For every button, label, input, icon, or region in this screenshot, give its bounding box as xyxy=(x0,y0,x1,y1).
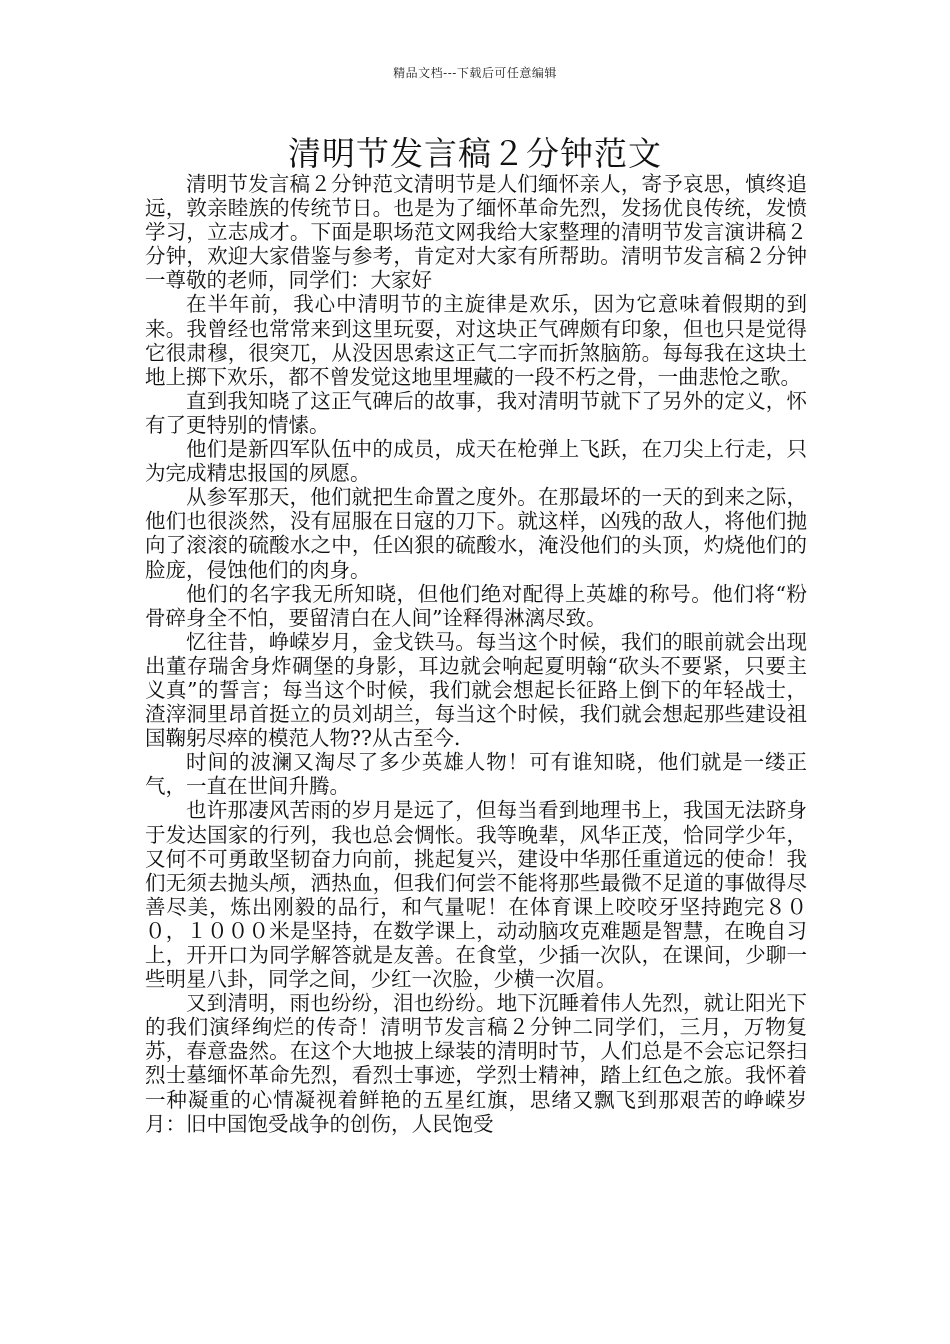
paragraph-2: 在半年前，我心中清明节的主旋律是欢乐，因为它意味着假期的到来。我曾经也常常来到这里玩耍，对这块正气碑颇有印象，但也只是觉得它很肃穆，很突兀，从没因思索这正气二字而折煞脑筋。每每我在这块土地上掷下欢乐，都不曾发觉这地里埋藏的一段不朽之骨，一曲悲怆之歌。 xyxy=(145,292,807,389)
paragraph-8: 时间的波澜又淘尽了多少英雄人物！可有谁知晓，他们就是一缕正气，一直在世间升腾。 xyxy=(145,750,807,799)
document-body xyxy=(145,172,807,1136)
paragraph-9: 也许那凄风苦雨的岁月是远了，但每当看到地理书上，我国无法跻身于发达国家的行列，我也总会惆怅。我等晚辈，风华正茂，恰同学少年，又何不可勇敢坚韧奋力向前，挑起复兴，建设中华那任重道远的使命！我们无须去抛头颅，洒热血，但我们何尝不能将那些最微不足道的事做得尽善尽美，炼出刚毅的品行，和气量呢！在体育课上咬咬牙坚持跑完８００，１０００米是坚持，在数学课上，动动脑攻克难题是智慧，在晚自习上，开开口为同学解答就是友善。在食堂，少插一次队，在课间，少聊一些明星八卦，同学之间，少红一次脸，少横一次眉。 xyxy=(145,798,807,992)
document-title: 清明节发言稿２分钟范文 xyxy=(288,134,662,173)
paragraph-5: 从参军那天，他们就把生命置之度外。在那最坏的一天的到来之际，他们也很淡然，没有屈服在日寇的刀下。就这样，凶残的敌人，将他们抛向了滚滚的硫酸水之中，任凶狠的硫酸水，淹没他们的头顶，灼烧他们的脸庞，侵蚀他们的肉身。 xyxy=(145,485,807,582)
paragraph-7: 忆往昔，峥嵘岁月，金戈铁马。每当这个时候，我们的眼前就会出现出董存瑞舍身炸碉堡的身影，耳边就会响起夏明翰“砍头不要紧，只要主义真”的誓言；每当这个时候，我们就会想起长征路上倒下的年轻战士，渣滓洞里昂首挺立的员刘胡兰，每当这个时候，我们就会想起那些建设祖国鞠躬尽瘁的模范人物??从古至今． xyxy=(145,629,807,751)
paragraph-6: 他们的名字我无所知晓，但他们绝对配得上英雄的称号。他们将“粉骨碎身全不怕，要留清白在人间”诠释得淋漓尽致。 xyxy=(145,581,807,630)
paragraph-1: 清明节发言稿２分钟范文清明节是人们缅怀亲人，寄予哀思，慎终追远，敦亲睦族的传统节日。也是为了缅怀革命先烈，发扬优良传统，发愤学习，立志成才。下面是职场范文网我给大家整理的清明节发言演讲稿２分钟，欢迎大家借鉴与参考，肯定对大家有所帮助。清明节发言稿２分钟一尊敬的老师，同学们：大家好 xyxy=(145,172,807,293)
page-header-note: 精品文档---下载后可任意编辑 xyxy=(393,66,557,80)
paragraph-3: 直到我知晓了这正气碑后的故事，我对清明节就下了另外的定义，怀有了更特别的情愫。 xyxy=(145,388,807,437)
paragraph-10: 又到清明，雨也纷纷，泪也纷纷。地下沉睡着伟人先烈，就让阳光下的我们演绎绚烂的传奇！清明节发言稿２分钟二同学们，三月，万物复苏，春意盎然。在这个大地披上绿装的清明时节，人们总是不会忘记祭扫烈士墓缅怀革命先烈，看烈士事迹，学烈士精神，踏上红色之旅。我怀着一种凝重的心情凝视着鲜艳的五星红旗，思绪又飘飞到那艰苦的峥嵘岁月：旧中国饱受战争的创伤，人民饱受 xyxy=(145,991,807,1136)
paragraph-4: 他们是新四军队伍中的成员，成天在枪弹上飞跃，在刀尖上行走，只为完成精忠报国的夙愿。 xyxy=(145,437,807,486)
